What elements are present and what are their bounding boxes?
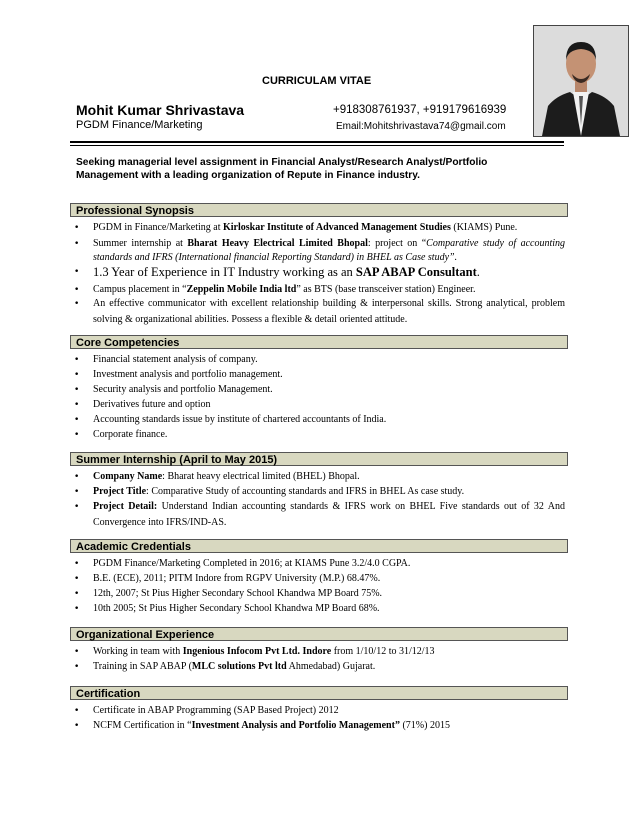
section-heading-organizational-experience: Organizational Experience bbox=[70, 627, 568, 641]
list-item: • 10th 2005; St Pius Higher Secondary School Khandwa MP Board 68%. bbox=[93, 602, 565, 616]
section-heading-academic-credentials: Academic Credentials bbox=[70, 539, 568, 553]
document-title: CURRICULAM VITAE bbox=[262, 75, 372, 87]
list-item: • Summer internship at Bharat Heavy Electrical Limited Bhopal: project on “Comparative study of accounting standards and IFRS (International financial Reporting Standard) in BHEL as Case study”. bbox=[93, 237, 565, 265]
list-item: • Company Name: Bharat heavy electrical limited (BHEL) Bhopal. bbox=[93, 470, 565, 484]
list-item: • B.E. (ECE), 2011; PITM Indore from RGPV University (M.P.) 68.47%. bbox=[93, 572, 565, 586]
section-heading-core-competencies: Core Competencies bbox=[70, 335, 568, 349]
list-item: • Investment analysis and portfolio management. bbox=[93, 368, 565, 382]
person-portrait-icon bbox=[534, 26, 628, 136]
section-heading-summer-internship: Summer Internship (April to May 2015) bbox=[70, 452, 568, 466]
list-item: • Campus placement in “Zeppelin Mobile India ltd” as BTS (base transceiver station) Engineer. bbox=[93, 283, 565, 297]
candidate-name: Mohit Kumar Shrivastava bbox=[76, 102, 245, 118]
list-item: • PGDM in Finance/Marketing at Kirloskar Institute of Advanced Management Studies (KIAMS) Pune. bbox=[93, 221, 565, 235]
list-item: • Training in SAP ABAP (MLC solutions Pvt ltd Ahmedabad) Gujarat. bbox=[93, 660, 565, 674]
list-item: • Project Detail: Understand Indian accounting standards & IFRS work on BHEL Five standards out of 32 And Convergence into IFRS/IND-AS. bbox=[93, 499, 565, 531]
header-divider-thin bbox=[70, 145, 564, 146]
profile-photo bbox=[533, 25, 629, 137]
email-address: Email:Mohitshrivastava74@gmail.com bbox=[336, 121, 506, 132]
list-item: • Project Title: Comparative Study of accounting standards and IFRS in BHEL As case study. bbox=[93, 485, 565, 499]
objective-line-1: Seeking managerial level assignment in Financial Analyst/Research Analyst/Portfolio bbox=[76, 157, 488, 168]
candidate-program: PGDM Finance/Marketing bbox=[76, 119, 203, 131]
list-item: • NCFM Certification in “Investment Analysis and Portfolio Management” (71%) 2015 bbox=[93, 719, 565, 733]
list-item: • PGDM Finance/Marketing Completed in 2016; at KIAMS Pune 3.2/4.0 CGPA. bbox=[93, 557, 565, 571]
list-item: • 12th, 2007; St Pius Higher Secondary School Khandwa MP Board 75%. bbox=[93, 587, 565, 601]
list-item: • Financial statement analysis of company. bbox=[93, 353, 565, 367]
list-item: • 1.3 Year of Experience in IT Industry working as an SAP ABAP Consultant. bbox=[93, 265, 565, 280]
career-objective bbox=[76, 157, 566, 182]
section-heading-certification: Certification bbox=[70, 686, 568, 700]
list-item: • Derivatives future and option bbox=[93, 398, 565, 412]
list-item: • Security analysis and portfolio Management. bbox=[93, 383, 565, 397]
list-item: • Certificate in ABAP Programming (SAP Based Project) 2012 bbox=[93, 704, 565, 718]
section-heading-professional-synopsis: Professional Synopsis bbox=[70, 203, 568, 217]
list-item: • Corporate finance. bbox=[93, 428, 565, 442]
list-item: • Accounting standards issue by institute of chartered accountants of India. bbox=[93, 413, 565, 427]
objective-line-2: Management with a leading organization of Repute in Finance industry. bbox=[76, 169, 420, 181]
list-item: • Working in team with Ingenious Infocom Pvt Ltd. Indore from 1/10/12 to 31/12/13 bbox=[93, 645, 565, 659]
list-item: • An effective communicator with excellent relationship building & interpersonal skills. Strong analytical, problem solving & organizational abilities. Possess a flexible & detail oriented attitude. bbox=[93, 296, 565, 328]
header-divider-thick bbox=[70, 141, 564, 143]
phone-numbers: +918308761937, +919179616939 bbox=[333, 104, 507, 116]
